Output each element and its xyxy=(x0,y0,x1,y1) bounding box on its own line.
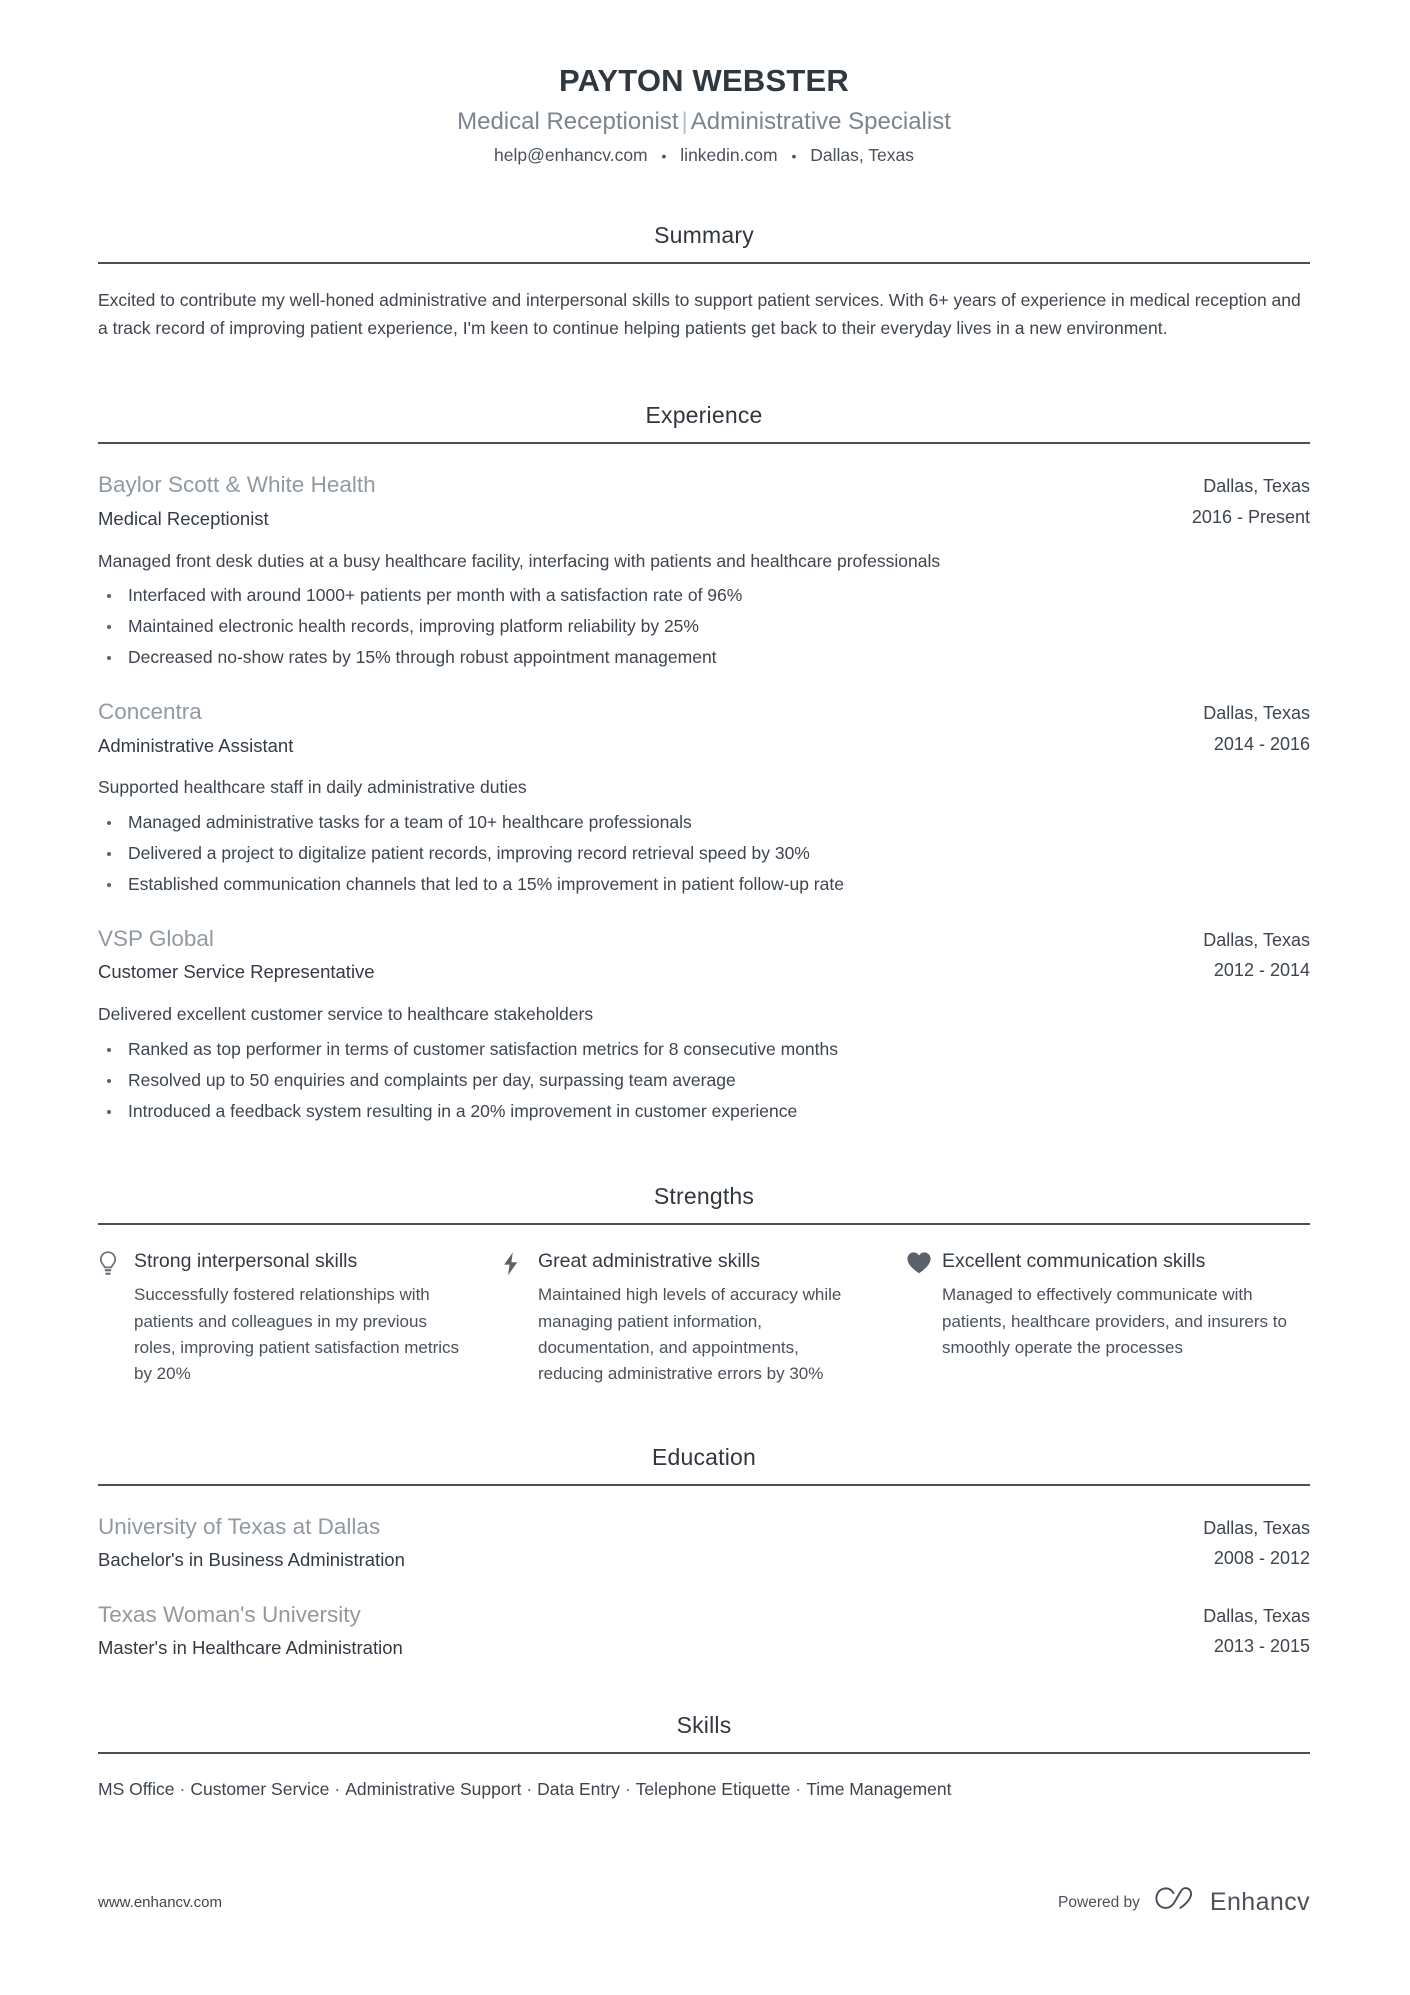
experience-bullet: Delivered a project to digitalize patient records, improving record retrieval speed by 30% xyxy=(98,840,1310,867)
experience-entry xyxy=(98,470,1310,671)
education-entry-right xyxy=(1179,1604,1310,1659)
strength-body xyxy=(942,1249,1310,1361)
experience-job-title: Administrative Assistant xyxy=(98,734,294,756)
contact-line xyxy=(98,143,1310,168)
section-title-experience: Experience xyxy=(645,402,763,429)
education-entry xyxy=(98,1512,1310,1574)
experience-dates: 2016 - Present xyxy=(1191,506,1310,527)
footer-branding xyxy=(1058,1886,1310,1919)
skill-item: Data Entry xyxy=(537,1778,620,1799)
section-rule xyxy=(98,262,1310,264)
strength-body xyxy=(134,1249,460,1388)
experience-entry-header xyxy=(98,924,1310,986)
section-rule xyxy=(98,1484,1310,1486)
enhancv-logo-icon xyxy=(1154,1886,1200,1919)
candidate-name: PAYTON WEBSTER xyxy=(559,63,849,98)
experience-entry-left xyxy=(98,470,1168,532)
skill-item: Telephone Etiquette xyxy=(635,1778,791,1799)
strength-body xyxy=(538,1249,864,1388)
experience-job-title: Customer Service Representative xyxy=(98,961,375,983)
resume-footer xyxy=(98,1886,1310,1919)
experience-location: Dallas, Texas xyxy=(1203,476,1310,497)
section-rule xyxy=(98,1223,1310,1225)
experience-location: Dallas, Texas xyxy=(1203,703,1310,724)
section-title-summary: Summary xyxy=(654,222,754,249)
experience-bullet: Maintained electronic health records, improving platform reliability by 25% xyxy=(98,613,1310,640)
experience-bullet: Introduced a feedback system resulting in a 20% improvement in customer experience xyxy=(98,1098,1310,1125)
heart-icon xyxy=(906,1249,942,1275)
contact-separator-dot: • xyxy=(791,147,797,164)
enhancv-brand-name: Enhancv xyxy=(1209,1888,1310,1916)
experience-entry-right xyxy=(1168,474,1310,529)
education-dates: 2013 - 2015 xyxy=(1213,1636,1310,1657)
education-entry-left xyxy=(98,1512,1179,1574)
experience-entry xyxy=(98,924,1310,1125)
experience-dates: 2012 - 2014 xyxy=(1213,960,1310,981)
education-school: University of Texas at Dallas xyxy=(98,1513,381,1539)
strengths-grid xyxy=(98,1249,1310,1388)
contact-email[interactable]: help@enhancv.com xyxy=(494,144,648,165)
contact-linkedin[interactable]: linkedin.com xyxy=(680,144,778,165)
skill-separator: · xyxy=(795,1778,802,1799)
experience-job-title: Medical Receptionist xyxy=(98,507,269,529)
section-rule xyxy=(98,442,1310,444)
experience-location: Dallas, Texas xyxy=(1203,930,1310,951)
experience-entry xyxy=(98,697,1310,898)
experience-bullet: Established communication channels that led to a 15% improvement in patient follow-up rate xyxy=(98,871,1310,898)
candidate-headline xyxy=(98,106,1310,137)
strength-item xyxy=(906,1249,1310,1388)
section-rule xyxy=(98,1752,1310,1754)
education-entry-left xyxy=(98,1600,1179,1662)
enhancv-brand[interactable] xyxy=(1154,1886,1310,1919)
strength-description: Managed to effectively communicate with patients, healthcare providers, and insurers to smoothly operate the processes xyxy=(942,1285,1287,1357)
resume-header xyxy=(98,62,1310,167)
headline-primary-title: Medical Receptionist xyxy=(457,107,679,135)
strength-title: Great administrative skills xyxy=(538,1249,761,1272)
section-skills xyxy=(98,1712,1310,1802)
education-dates: 2008 - 2012 xyxy=(1213,1547,1310,1568)
skill-separator: · xyxy=(179,1778,186,1799)
experience-bullet: Resolved up to 50 enquiries and complaints per day, surpassing team average xyxy=(98,1067,1310,1094)
powered-by-label: Powered by xyxy=(1058,1893,1140,1911)
experience-description: Delivered excellent customer service to healthcare stakeholders xyxy=(98,1004,594,1025)
experience-dates: 2014 - 2016 xyxy=(1213,733,1310,754)
experience-bullet: Decreased no-show rates by 15% through robust appointment management xyxy=(98,644,1310,671)
education-entry-header xyxy=(98,1600,1310,1662)
education-entry-right xyxy=(1179,1516,1310,1571)
section-summary xyxy=(98,222,1310,342)
experience-entry-right xyxy=(1179,701,1310,756)
skills-list xyxy=(98,1776,1310,1802)
skill-item: Customer Service xyxy=(190,1778,330,1799)
skill-separator: · xyxy=(526,1778,533,1799)
section-experience xyxy=(98,402,1310,1124)
contact-separator-dot: • xyxy=(661,147,667,164)
education-degree: Bachelor's in Business Administration xyxy=(98,1548,405,1570)
education-location: Dallas, Texas xyxy=(1203,1517,1310,1538)
section-title-strengths: Strengths xyxy=(653,1182,755,1209)
strength-title: Excellent communication skills xyxy=(942,1249,1206,1272)
skill-separator: · xyxy=(334,1778,341,1799)
section-strengths xyxy=(98,1183,1310,1388)
footer-website-url[interactable]: www.enhancv.com xyxy=(98,1894,222,1911)
skill-item: Time Management xyxy=(806,1778,952,1799)
experience-entry-left xyxy=(98,924,1179,986)
summary-text: Excited to contribute my well-honed administrative and interpersonal skills to support patient services. With 6+ years of experience in medical reception and a track record of improving patient experience, I'm keen to continue helping patients get back to their everyday lives in a new environment. xyxy=(98,290,1301,339)
section-education xyxy=(98,1444,1310,1662)
headline-secondary-title: Administrative Specialist xyxy=(690,107,951,135)
contact-location: Dallas, Texas xyxy=(810,144,914,165)
experience-company: Concentra xyxy=(98,699,202,725)
experience-company: Baylor Scott & White Health xyxy=(98,472,376,498)
experience-bullet: Ranked as top performer in terms of customer satisfaction metrics for 8 consecutive months xyxy=(98,1036,1310,1063)
education-school: Texas Woman's University xyxy=(98,1601,361,1627)
education-location: Dallas, Texas xyxy=(1203,1605,1310,1626)
experience-bullet-list xyxy=(98,1036,1310,1125)
experience-bullet: Managed administrative tasks for a team of 10+ healthcare professionals xyxy=(98,809,1310,836)
skill-separator: · xyxy=(624,1778,631,1799)
headline-divider: | xyxy=(681,107,688,135)
section-title-education: Education xyxy=(651,1443,757,1470)
education-degree: Master's in Healthcare Administration xyxy=(98,1637,403,1659)
strength-description: Successfully fostered relationships with patients and colleagues in my previous roles, improving patient satisfaction metrics by 20% xyxy=(134,1285,460,1384)
strength-description: Maintained high levels of accuracy while managing patient information, documentation, and appointments, reducing administrative errors by 30% xyxy=(538,1285,842,1384)
experience-bullet-list xyxy=(98,582,1310,671)
experience-entry-right xyxy=(1179,928,1310,983)
strength-item xyxy=(98,1249,502,1388)
experience-entry-header xyxy=(98,470,1310,532)
experience-company: VSP Global xyxy=(98,926,214,952)
experience-bullet-list xyxy=(98,809,1310,898)
section-title-skills: Skills xyxy=(676,1711,732,1738)
experience-description: Supported healthcare staff in daily administrative duties xyxy=(98,777,527,798)
experience-entry-left xyxy=(98,697,1179,759)
education-entry-header xyxy=(98,1512,1310,1574)
lightbulb-icon xyxy=(98,1249,134,1277)
experience-entry-header xyxy=(98,697,1310,759)
lightning-bolt-icon xyxy=(502,1249,538,1277)
experience-description: Managed front desk duties at a busy healthcare facility, interfacing with patients and healthcare professionals xyxy=(98,550,941,571)
education-entry xyxy=(98,1600,1310,1662)
experience-bullet: Interfaced with around 1000+ patients per month with a satisfaction rate of 96% xyxy=(98,582,1310,609)
strength-item xyxy=(502,1249,906,1388)
skill-item: MS Office xyxy=(98,1778,175,1799)
skill-item: Administrative Support xyxy=(345,1778,522,1799)
strength-title: Strong interpersonal skills xyxy=(134,1249,358,1272)
